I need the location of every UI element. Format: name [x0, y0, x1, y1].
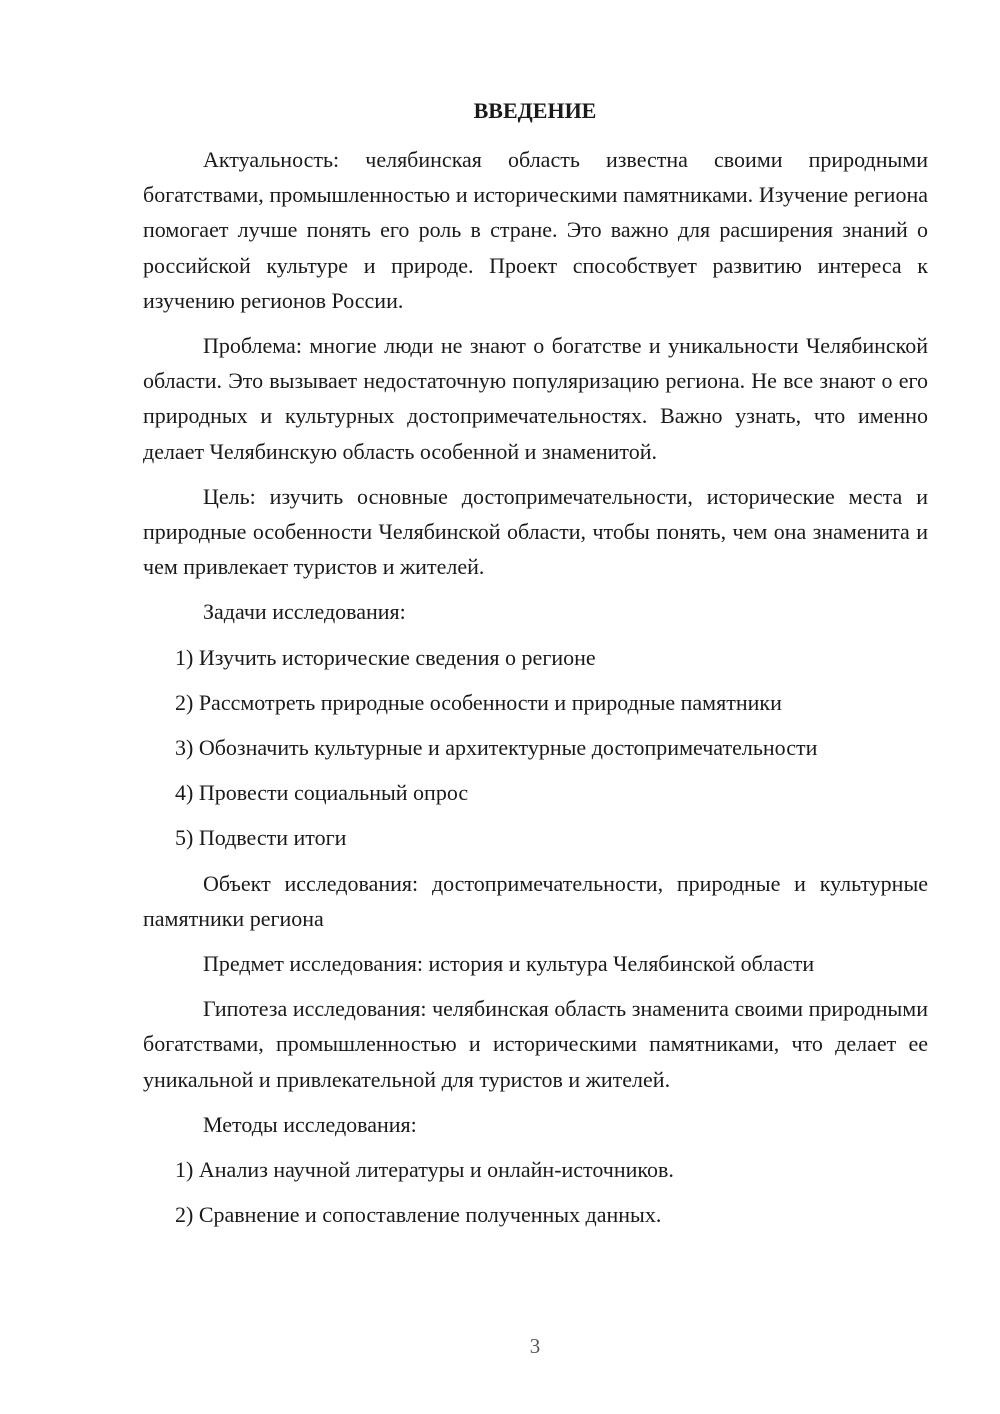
- methods-heading: Методы исследования:: [203, 1111, 417, 1137]
- page-title: ВВЕДЕНИЕ: [473, 98, 597, 123]
- object-paragraph: Объект исследования: достопримечательности, природные и культурные памятники региона: [143, 870, 928, 931]
- tasks-heading: Задачи исследования:: [203, 599, 406, 625]
- list-item: 5) Подвести итоги: [175, 825, 347, 851]
- subject-paragraph: Предмет исследования: история и культура Челябинской области: [203, 951, 815, 977]
- list-item: 2) Сравнение и сопоставление полученных данных.: [175, 1202, 662, 1228]
- document-body: [143, 142, 928, 1242]
- hypothesis-paragraph: Гипотеза исследования: челябинская область знаменита своими природными богатствами, промышленностью и историческими памятниками, что делает ее уникальной и привлекательной для туристов и жителей.: [143, 996, 928, 1092]
- list-item: 4) Провести социальный опрос: [175, 780, 469, 806]
- problem-paragraph: Проблема: многие люди не знают о богатстве и уникальности Челябинской области. Это вызывает недостаточную популяризацию региона. Не все знают о его природных и культурных достопримечательностях. Важно узнать, что именно делает Челябинскую область особенной и знаменитой.: [143, 333, 928, 464]
- goal-paragraph: Цель: изучить основные достопримечательности, исторические места и природные особенности Челябинской области, чтобы понять, чем она знаменита и чем привлекает туристов и жителей.: [143, 483, 928, 580]
- relevance-paragraph: Актуальность: челябинская область известна своими природными богатствами, промышленностью и историческими памятниками. Изучение региона помогает лучше понять его роль в стране. Это важно для расширения знаний о российской культуре и природе. Проект способствует развитию интереса к изучению регионов России.: [143, 147, 928, 313]
- list-item: 3) Обозначить культурные и архитектурные достопримечательности: [175, 735, 818, 761]
- page-number: 3: [529, 1334, 541, 1358]
- list-item: 2) Рассмотреть природные особенности и природные памятники: [175, 689, 782, 715]
- list-item: 1) Анализ научной литературы и онлайн-источников.: [175, 1157, 674, 1183]
- list-item: 1) Изучить исторические сведения о регионе: [175, 644, 596, 670]
